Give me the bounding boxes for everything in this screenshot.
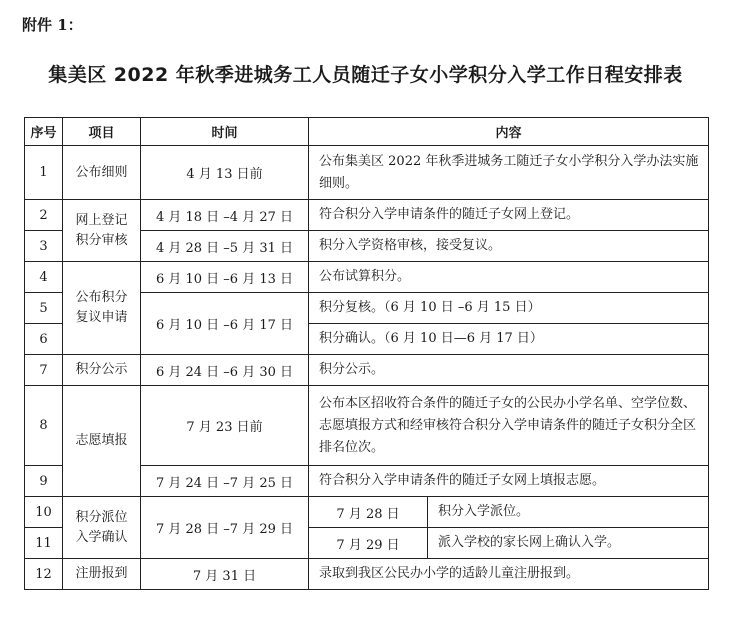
header-project: 项目 [63,118,141,146]
attachment-label: 附件 1： [22,16,83,34]
group-wish: 志愿填报 [63,386,141,497]
row-content: 公布集美区 2022 年秋季进城务工随迁子女小学积分入学办法实施细则。 [309,146,709,200]
page-title: 集美区 2022 年秋季进城务工人员随迁子女小学积分入学工作日程安排表 [48,64,683,86]
header-content: 内容 [309,118,709,146]
row-content: 录取到我区公民办小学的适龄儿童注册报到。 [309,559,709,590]
group-assign [63,497,141,559]
row-content: 符合积分入学申请条件的随迁子女网上填报志愿。 [309,466,709,497]
table-row [25,146,709,200]
row-project: 积分公示 [63,355,141,386]
row-no: 5 [25,293,63,324]
group-register [63,200,141,262]
row-project: 注册报到 [63,559,141,590]
group-register-line1: 网上登记 [75,212,128,228]
table-row [25,262,709,293]
row-no: 6 [25,324,63,355]
table-row [25,355,709,386]
table-row [25,497,709,528]
row-content: 积分公示。 [309,355,709,386]
row-time: 6 月 10 日 –6 月 17 日 [141,293,309,355]
row-content: 积分入学资格审核，接受复议。 [309,231,709,262]
row-no: 2 [25,200,63,231]
group-assign-line1: 积分派位 [75,509,128,525]
row-time: 4 月 28 日 –5 月 31 日 [141,231,309,262]
group-review-line2: 复议申请 [75,310,128,325]
row-content: 积分入学派位。 [428,497,709,528]
header-no: 序号 [25,118,63,146]
table-row [25,559,709,590]
row-time: 7 月 31 日 [141,559,309,590]
header-time: 时间 [141,118,309,146]
row-time: 7 月 24 日 –7 月 25 日 [141,466,309,497]
row-no: 10 [25,497,63,528]
row-time: 6 月 24 日 –6 月 30 日 [141,355,309,386]
row-no: 9 [25,466,63,497]
row-no: 4 [25,262,63,293]
row-time: 6 月 10 日 –6 月 13 日 [141,262,309,293]
row-no: 11 [25,528,63,559]
row-content: 符合积分入学申请条件的随迁子女网上登记。 [309,200,709,231]
row-content: 派入学校的家长网上确认入学。 [428,528,709,559]
table-row [25,200,709,231]
row-content: 积分复核。（6 月 10 日 –6 月 15 日） [309,293,709,324]
row-no: 3 [25,231,63,262]
row-time: 4 月 18 日 –4 月 27 日 [141,200,309,231]
row-project: 公布细则 [63,146,141,200]
table-header-row [25,118,709,146]
group-register-line2: 积分审核 [75,232,128,248]
row-no: 1 [25,146,63,200]
row-subtime: 7 月 28 日 [309,497,428,528]
row-no: 12 [25,559,63,590]
group-review [63,262,141,355]
row-time: 7 月 28 日 –7 月 29 日 [141,497,309,559]
schedule-table [24,117,709,590]
group-assign-line2: 入学确认 [75,529,128,545]
row-content: 积分确认。（6 月 10 日—6 月 17 日） [309,324,709,355]
group-review-line1: 公布积分 [75,290,128,305]
row-subtime: 7 月 29 日 [309,528,428,559]
row-content: 公布本区招收符合条件的随迁子女的公民办小学名单、空学位数、志愿填报方式和经审核符合积分入学申请条件的随迁子女积分全区排名位次。 [309,386,709,466]
row-content: 公布试算积分。 [309,262,709,293]
table-row [25,386,709,466]
row-time: 7 月 23 日前 [141,386,309,466]
row-no: 7 [25,355,63,386]
row-time: 4 月 13 日前 [141,146,309,200]
row-no: 8 [25,386,63,466]
